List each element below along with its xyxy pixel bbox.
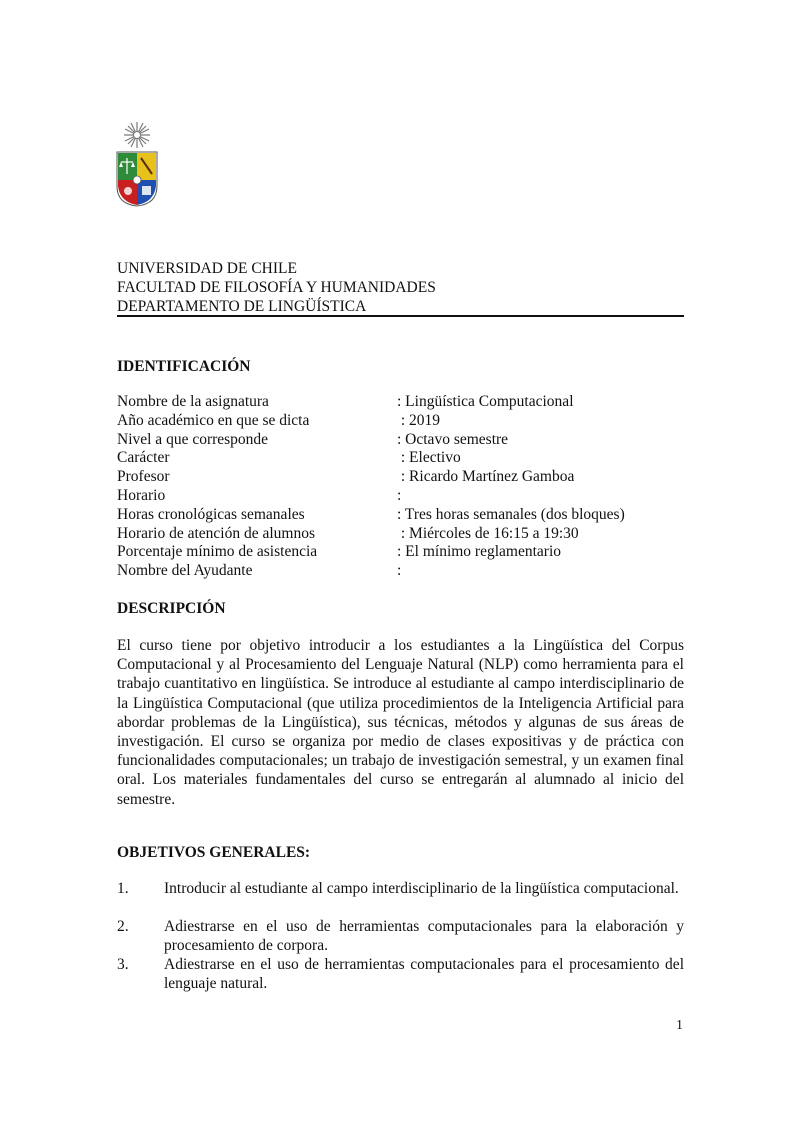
- id-value: : Ricardo Martínez Gamboa: [397, 468, 575, 486]
- department-name: DEPARTAMENTO DE LINGÜÍSTICA: [117, 298, 367, 315]
- header-divider: [117, 315, 684, 317]
- id-label: Horario de atención de alumnos: [117, 524, 315, 542]
- id-label: Carácter: [117, 449, 170, 467]
- id-row: [117, 412, 677, 431]
- id-row: [117, 562, 677, 581]
- id-value: :: [397, 562, 402, 580]
- id-row: [117, 525, 677, 544]
- descripcion-heading: DESCRIPCIÓN: [117, 600, 226, 617]
- id-value: : Tres horas semanales (dos bloques): [397, 505, 625, 523]
- id-row: [117, 393, 677, 412]
- objective-text: Introducir al estudiante al campo interdisciplinario de la lingüística computacional.: [164, 880, 679, 897]
- objective-text: Adiestrarse en el uso de herramientas computacionales para el procesamiento del lenguaje natural.: [164, 956, 684, 993]
- id-row: [117, 487, 677, 506]
- id-label: Horario: [117, 486, 166, 504]
- id-label: Nivel a que corresponde: [117, 430, 269, 448]
- institution-header: [117, 259, 687, 316]
- description-paragraph: El curso tiene por objetivo introducir a los estudiantes a la Lingüística del Corpus Computacional y al Procesamiento del Lenguaje Natural (NLP) como herramienta para el trabajo cuantitativo en lingüística. Se introduce al estudiante al campo interdisciplinario de la Lingüística Computacional (que utiliza procedimientos de la Inteligencia Artificial para abordar problemas de la Lingüística), sus técnicas, métodos y algunas de sus áreas de investigación. El curso se organiza por medio de clases expositivas y de práctica con funcionalidades computacionales; un trabajo de investigación semestral, y un examen final oral. Los materiales fundamentales del curso se entregarán al alumnado al inicio del semestre.: [117, 637, 684, 808]
- page-number: 1: [676, 1018, 683, 1033]
- id-value: : Lingüística Computacional: [397, 393, 574, 410]
- id-value: : 2019: [397, 411, 441, 429]
- id-label: Nombre del Ayudante: [117, 562, 253, 580]
- id-value: : Octavo semestre: [397, 430, 509, 448]
- id-row: [117, 449, 677, 468]
- id-value: :: [397, 486, 402, 504]
- id-label: Año académico en que se dicta: [117, 411, 310, 429]
- objective-number: 1.: [117, 880, 129, 897]
- id-label: Horas cronológicas semanales: [117, 505, 305, 523]
- id-row: [117, 543, 677, 562]
- id-label: Nombre de la asignatura: [117, 393, 269, 410]
- id-value: : Electivo: [397, 449, 461, 467]
- id-label: Porcentaje mínimo de asistencia: [117, 543, 318, 561]
- objective-number: 2.: [117, 918, 129, 935]
- id-value: : El mínimo reglamentario: [397, 543, 561, 561]
- university-logo: [112, 120, 162, 208]
- objetivos-heading: OBJETIVOS GENERALES:: [117, 844, 311, 861]
- id-row: [117, 468, 677, 487]
- objective-number: 3.: [117, 956, 129, 973]
- identificacion-heading: IDENTIFICACIÓN: [117, 358, 251, 375]
- id-row: [117, 506, 677, 525]
- university-name: UNIVERSIDAD DE CHILE: [117, 260, 297, 277]
- id-row: [117, 431, 677, 450]
- objective-text: Adiestrarse en el uso de herramientas computacionales para la elaboración y procesamiento de corpora.: [164, 918, 684, 955]
- faculty-name: FACULTAD DE FILOSOFÍA Y HUMANIDADES: [117, 279, 436, 296]
- id-value: : Miércoles de 16:15 a 19:30: [397, 524, 579, 542]
- identification-table: [117, 393, 677, 581]
- id-label: Profesor: [117, 468, 170, 486]
